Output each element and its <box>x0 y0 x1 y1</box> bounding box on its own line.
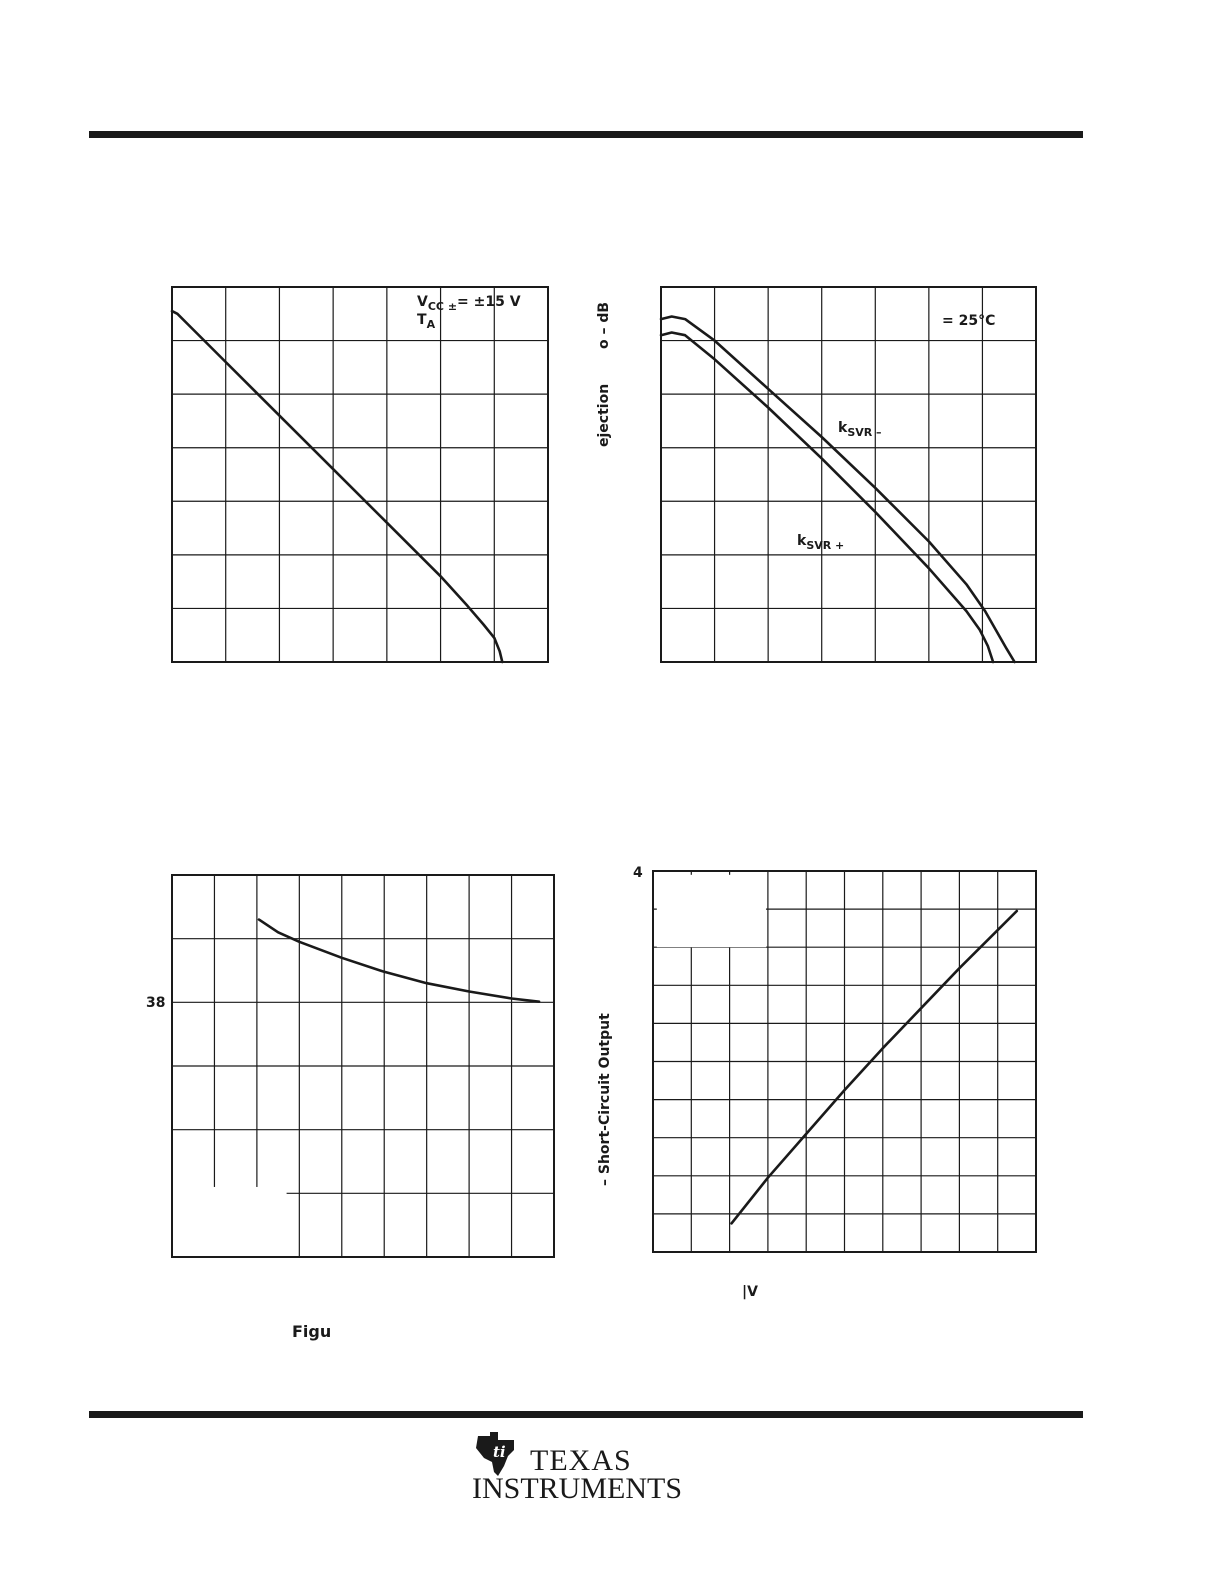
plot-frame <box>172 287 548 662</box>
series-line-1 <box>732 911 1017 1223</box>
chart-1-ta-annotation: $T_A$ <box>417 312 436 331</box>
top-rule <box>89 131 1083 138</box>
chart-2-ylabel-top: o – dB <box>596 301 612 349</box>
legend-blank-area <box>657 875 766 947</box>
chart-2-temperature-annotation: = 25°C <box>942 313 996 329</box>
svg-text:ti: ti <box>493 1443 506 1461</box>
chart-2-ylabel-bottom: ejection <box>596 383 612 447</box>
chart-2-plot <box>661 287 1036 662</box>
bottom-rule <box>89 1411 1083 1418</box>
chart-4-ylabel: – Short-Circuit Output <box>597 1013 613 1186</box>
chart-4-plot <box>653 871 1036 1252</box>
chart-1-plot <box>172 287 548 662</box>
chart-3-y-tick-label: 38 <box>146 995 166 1011</box>
ti-logo <box>472 1430 682 1505</box>
legend-blank-area <box>172 1187 287 1257</box>
chart-4-xlabel: |V <box>742 1284 758 1300</box>
ti-logo-line2: INSTRUMENTS <box>472 1472 683 1505</box>
chart-2-ksvr-plus-label: $k_{SVR +}$ <box>797 533 845 552</box>
ti-logo-line1: TEXAS <box>530 1444 632 1477</box>
series-line-1 <box>259 920 539 1002</box>
chart-2-ksvr-minus-label: $k_{SVR -}$ <box>838 420 882 439</box>
series-line-2 <box>661 333 993 663</box>
chart-4-y-tick-label: 4 <box>633 865 643 881</box>
chart-3-plot <box>172 875 554 1257</box>
ti-state-logo-icon <box>472 1430 522 1478</box>
series-line-1 <box>172 311 502 662</box>
figure-caption: Figu <box>292 1322 332 1341</box>
chart-1-vcc-annotation: $V_{CC \pm}= \pm 15$ V <box>417 294 521 313</box>
